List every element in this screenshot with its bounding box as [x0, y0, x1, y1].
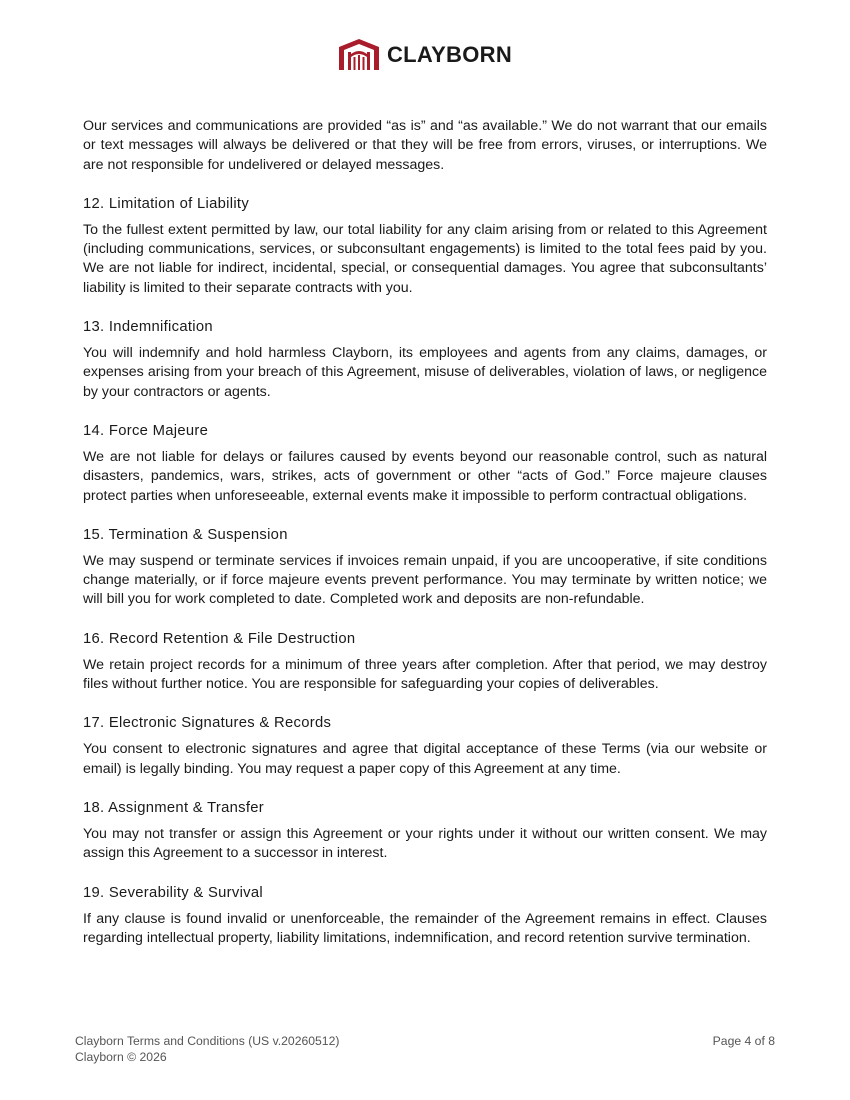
section-assignment-transfer	[83, 798, 767, 864]
section-heading: 14. Force Majeure	[83, 422, 209, 439]
section-limitation-of-liability	[83, 194, 767, 298]
section-body: If any clause is found invalid or unenforceable, the remainder of the Agreement remains in effect. Clauses regarding intellectual property, liability limitations, indemnification, and record retention survive termination.	[83, 910, 767, 946]
section-body: We may suspend or terminate services if invoices remain unpaid, if you are uncooperative, if site conditions change materially, or if force majeure events prevent performance. You may terminate by written notice; we will bill you for work completed to date. Completed work and deposits are non-refundable.	[83, 552, 767, 608]
section-heading: 12. Limitation of Liability	[83, 195, 250, 212]
section-body: We retain project records for a minimum of three years after completion. After that period, we may destroy files without further notice. You are responsible for safeguarding your copies of deliverables.	[83, 656, 767, 693]
page-footer	[75, 1033, 775, 1065]
section-body: You consent to electronic signatures and agree that digital acceptance of these Terms (via our website or email) is legally binding. You may request a paper copy of this Agreement at any time.	[83, 741, 767, 777]
intro-paragraph: Our services and communications are provided “as is” and “as available.” We do not warrant that our emails or text messages will always be delivered or that they will be free from errors, viruses, or interruptions. We are not responsible for undelivered or delayed messages.	[83, 118, 767, 173]
section-body: You will indemnify and hold harmless Clayborn, its employees and agents from any claims, damages, or expenses arising from your breach of this Agreement, misuse of deliverables, violation of laws, or negligence by your contractors or agents.	[83, 345, 767, 400]
section-heading: 18. Assignment & Transfer	[83, 799, 265, 816]
clayborn-logo-icon	[338, 38, 380, 71]
document-body	[83, 117, 767, 948]
section-indemnification	[83, 317, 767, 402]
section-severability-survival	[83, 883, 767, 949]
section-force-majeure	[83, 421, 767, 506]
footer-copyright: Clayborn © 2026	[75, 1050, 167, 1064]
section-heading: 15. Termination & Suspension	[83, 526, 288, 543]
page-number: Page 4 of 8	[712, 1034, 775, 1048]
section-record-retention	[83, 629, 767, 695]
section-electronic-signatures	[83, 713, 767, 779]
section-heading: 16. Record Retention & File Destruction	[83, 630, 356, 647]
section-body: We are not liable for delays or failures caused by events beyond our reasonable control, such as natural disasters, pandemics, wars, strikes, acts of government or other “acts of God.” Force majeure clauses protect parties when unforeseeable, external events make it impossible to perform contractual obligations.	[83, 448, 767, 504]
section-heading: 19. Severability & Survival	[83, 884, 263, 901]
section-termination-suspension	[83, 525, 767, 610]
footer-doc-title: Clayborn Terms and Conditions (US v.20260512)	[75, 1034, 340, 1048]
section-heading: 13. Indemnification	[83, 319, 213, 336]
section-body: You may not transfer or assign this Agreement or your rights under it without our written consent. We may assign this Agreement to a successor in interest.	[83, 825, 767, 862]
logo-wordmark: CLAYBORN	[386, 41, 513, 67]
section-heading: 17. Electronic Signatures & Records	[83, 715, 332, 732]
section-body: To the fullest extent permitted by law, our total liability for any claim arising from or related to this Agreement (including communications, services, or subconsultant engagements) is limited to the total fees paid by you. We are not liable for indirect, incidental, special, or consequential damages. You agree that subconsultants’ liability is limited to their separate contracts with you.	[83, 221, 767, 296]
company-logo	[0, 38, 850, 71]
